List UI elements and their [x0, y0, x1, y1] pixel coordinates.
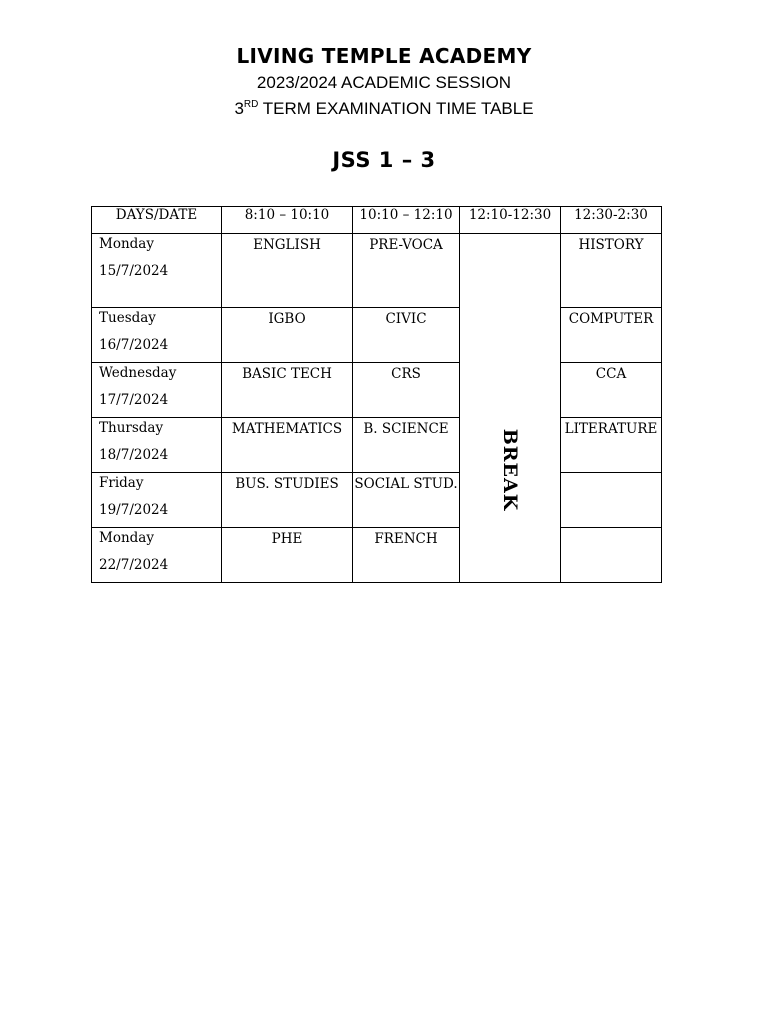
subject-cell [353, 528, 460, 583]
table-row [92, 234, 662, 308]
subject-cell [353, 473, 460, 528]
subject-label: CIVIC [385, 311, 427, 327]
subject-cell [222, 363, 353, 418]
day-date-cell [92, 528, 222, 583]
table-row [92, 418, 662, 473]
subject-label: PHE [271, 531, 303, 547]
subject-cell [561, 528, 662, 583]
day-date-cell [92, 234, 222, 308]
school-name: LIVING TEMPLE ACADEMY [236, 44, 532, 68]
day-label: Monday [99, 236, 154, 252]
break-label: BREAK [499, 428, 521, 512]
subject-label: BUS. STUDIES [235, 476, 339, 492]
day-label: Monday [99, 530, 154, 546]
break-cell [460, 234, 561, 583]
day-label: Friday [99, 475, 144, 491]
class-title: JSS 1 – 3 [332, 148, 436, 172]
subject-cell [353, 308, 460, 363]
subject-cell [561, 418, 662, 473]
subject-label: CCA [595, 366, 627, 382]
subject-label: IGBO [268, 311, 306, 327]
date-label: 18/7/2024 [99, 447, 169, 463]
table-row [92, 473, 662, 528]
subject-label: MATHEMATICS [231, 421, 343, 437]
column-header-slot-4: 12:30-2:30 [561, 207, 662, 234]
day-date-cell [92, 308, 222, 363]
table-row [92, 308, 662, 363]
table-row [92, 528, 662, 583]
column-header-days: DAYS/DATE [92, 207, 222, 234]
subject-label: BASIC TECH [242, 366, 332, 382]
date-label: 16/7/2024 [99, 337, 169, 353]
subject-label: B. SCIENCE [363, 421, 449, 437]
term-title [0, 99, 768, 119]
subject-cell [353, 234, 460, 308]
subject-label: FRENCH [374, 531, 438, 547]
column-header-slot-2: 10:10 – 12:10 [353, 207, 460, 234]
subject-cell [222, 473, 353, 528]
exam-timetable [91, 206, 662, 583]
date-label: 19/7/2024 [99, 502, 169, 518]
subject-cell [222, 234, 353, 308]
subject-cell [353, 418, 460, 473]
academic-session: 2023/2024 ACADEMIC SESSION [256, 73, 512, 92]
subject-cell [561, 234, 662, 308]
term-rest: TERM EXAMINATION TIME TABLE [258, 99, 534, 118]
day-label: Thursday [99, 420, 164, 436]
day-label: Wednesday [99, 365, 177, 381]
subject-label: PRE-VOCA [369, 237, 443, 253]
subject-cell [353, 363, 460, 418]
term-suffix: RD [243, 99, 259, 110]
day-date-cell [92, 363, 222, 418]
subject-cell [222, 308, 353, 363]
subject-label: SOCIAL STUD. [354, 476, 458, 492]
date-label: 22/7/2024 [99, 557, 169, 573]
subject-cell [561, 363, 662, 418]
subject-label: CRS [391, 366, 421, 382]
subject-label: HISTORY [578, 237, 644, 253]
date-label: 15/7/2024 [99, 263, 169, 279]
subject-label: COMPUTER [568, 311, 654, 327]
subject-cell [222, 528, 353, 583]
column-header-break: 12:10-12:30 [460, 207, 561, 234]
day-label: Tuesday [99, 310, 156, 326]
subject-label: ENGLISH [253, 237, 321, 253]
column-header-slot-1: 8:10 – 10:10 [222, 207, 353, 234]
day-date-cell [92, 418, 222, 473]
table-row [92, 363, 662, 418]
day-date-cell [92, 473, 222, 528]
subject-cell [222, 418, 353, 473]
date-label: 17/7/2024 [99, 392, 169, 408]
table-header-row [92, 207, 662, 234]
term-number: 3 [234, 99, 244, 118]
subject-label: LITERATURE [564, 421, 658, 437]
subject-cell [561, 308, 662, 363]
subject-cell [561, 473, 662, 528]
